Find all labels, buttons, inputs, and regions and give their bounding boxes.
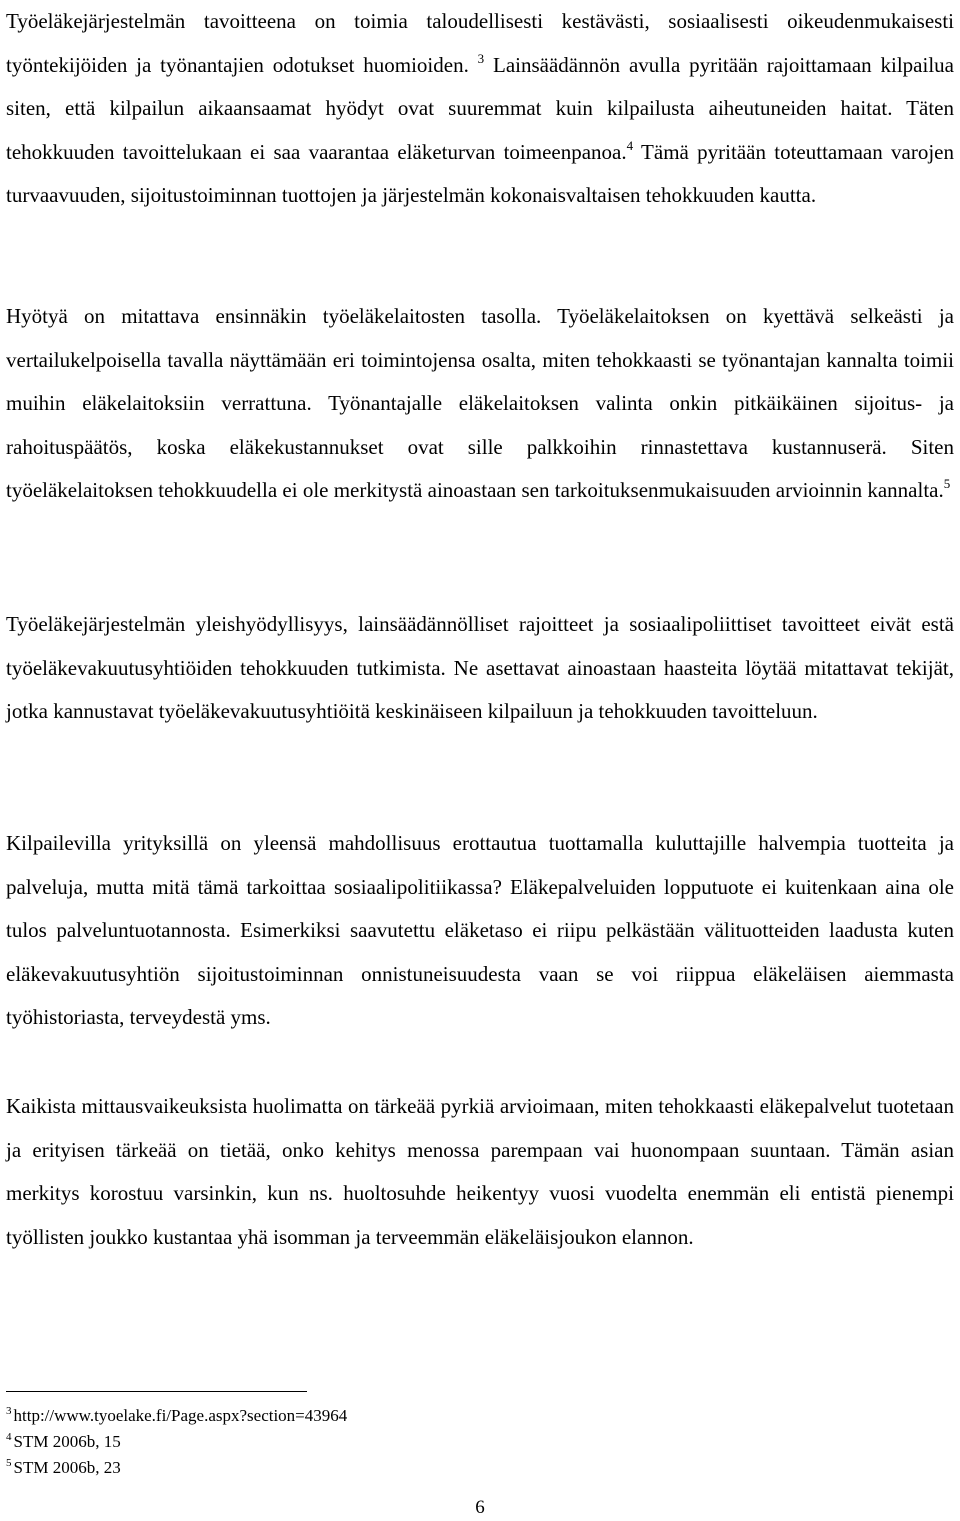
footnote [6,1455,606,1481]
footnote-reference: 3 [477,50,485,66]
footnote-text: http://www.tyoelake.fi/Page.aspx?section=43964 [13,1406,348,1425]
body-paragraph [6,822,954,1040]
footnote-number: 3 [6,1405,12,1417]
body-paragraph [6,295,954,513]
body-paragraph [6,603,954,734]
footnotes [6,1403,606,1481]
paragraph-text: Työeläkejärjestelmän tavoitteena on toimia taloudellisesti kestävästi, sosiaalisesti oikeudenmukaisesti työntekijöiden ja työnantajien odotukset huomioiden. [6,9,954,77]
footnote [6,1429,606,1455]
paragraph-text: Tämä pyritään toteuttamaan varojen turvaavuuden, sijoitustoiminnan tuottojen ja järjestelmän kokonaisvaltaisen tehokkuuden kautta. [6,139,954,208]
page-number: 6 [475,1497,485,1518]
footnote-text: STM 2006b, 23 [13,1458,121,1477]
body-paragraph [6,0,954,218]
paragraph-text: Työeläkejärjestelmän yleishyödyllisyys, lainsäädännölliset rajoitteet ja sosiaalipoliittiset tavoitteet eivät estä työeläkevakuutusyhtiöiden tehokkuuden tutkimista. Ne asettavat ainoastaan haasteita löytää mitattavat tekijät, jotka kannustavat työeläkevakuutusyhtiöitä keskinäiseen kilpailuun ja tehokkuuden tavoitteluun. [6,612,954,724]
footnote-separator [6,1391,307,1392]
footnote-number: 4 [6,1431,12,1443]
body-paragraph [6,1085,954,1259]
paragraph-text: Lainsäädännön avulla pyritään rajoittamaan kilpailua siten, että kilpailun aikaansaamat hyödyt ovat suuremmat kuin kilpailusta aiheutuneiden haitat. Täten tehokkuuden tavoittelukaan ei saa vaarantaa eläketurvan toimeenpanoa. [6,52,954,164]
paragraph-text: Kilpailevilla yrityksillä on yleensä mahdollisuus erottautua tuottamalla kuluttajille halvempia tuotteita ja palveluja, mutta mitä tämä tarkoittaa sosiaalipolitiikassa? Eläkepalveluiden lopputuote ei kuitenkaan aina ole tulos palveluntuotannosta. Esimerkiksi saavutettu eläketaso ei riipu pelkästään välituotteiden laadusta kuten eläkevakuutusyhtiön sijoitustoiminnan onnistuneisuudesta vaan se voi riippua eläkeläisen aiemmasta työhistoriasta, terveydestä yms. [6,831,954,1030]
footnote [6,1403,606,1429]
footnote-number: 5 [6,1457,12,1469]
footnote-reference: 4 [626,137,634,153]
paragraph-text: Hyötyä on mitattava ensinnäkin työeläkelaitosten tasolla. Työeläkelaitoksen on kyettävä selkeästi ja vertailukelpoisella tavalla näyttämään eri toimintojensa osalta, miten tehokkaasti se työnantajan kannalta toimii muihin eläkelaitoksiin verrattuna. Työnantajalle eläkelaitoksen valinta onkin pitkäikäinen sijoitus- ja rahoituspäätös, koska eläkekustannukset ovat sille palkkoihin rinnastettava kustannuserä. Siten työeläkelaitoksen tehokkuudella ei ole merkitystä ainoastaan sen tarkoituksenmukaisuuden arvioinnin kannalta. [6,304,954,503]
paragraph-text: Kaikista mittausvaikeuksista huolimatta on tärkeää pyrkiä arvioimaan, miten tehokkaasti eläkepalvelut tuotetaan ja erityisen tärkeää on tietää, onko kehitys menossa parempaan vai huonompaan suuntaan. Tämän asian merkitys korostuu varsinkin, kun ns. huoltosuhde heikentyy vuosi vuodelta enemmän eli entistä pienempi työllisten joukko kustantaa yhä isomman ja terveemmän eläkeläisjoukon elannon. [6,1094,954,1249]
footnote-reference: 5 [943,476,951,492]
footnote-text: STM 2006b, 15 [13,1432,121,1451]
